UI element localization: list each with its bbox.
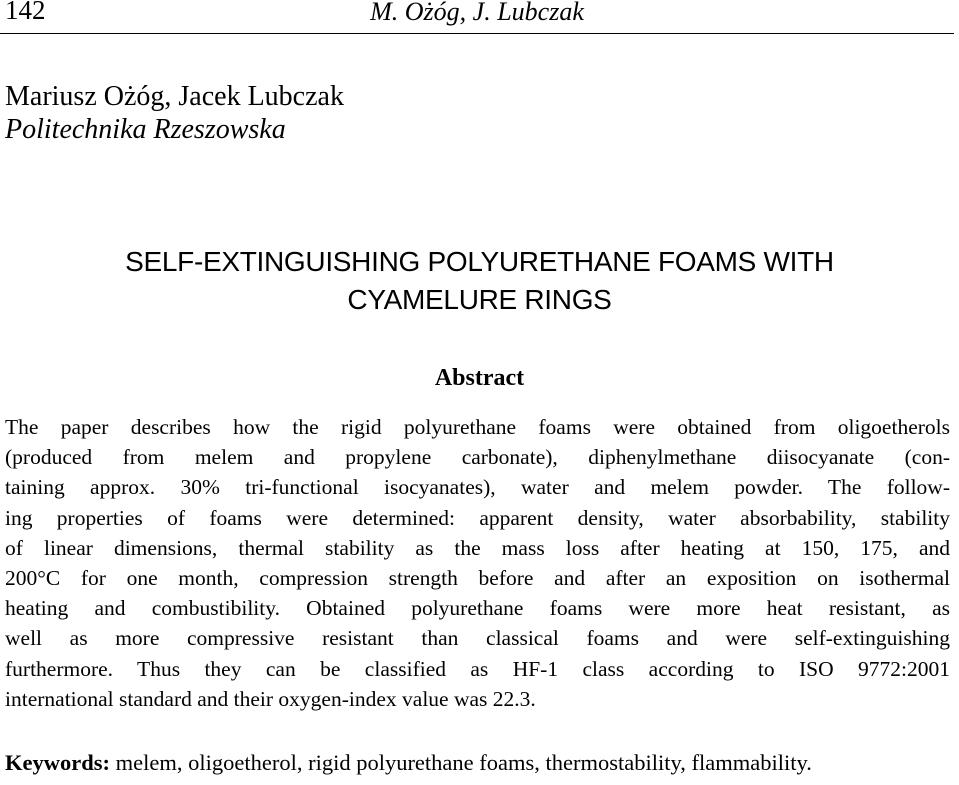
- paper-title-line-1: SELF-EXTINGUISHING POLYURETHANE FOAMS WITH: [125, 246, 834, 277]
- abstract-heading: Abstract: [434, 365, 525, 391]
- abstract-line: furthermore. Thus they can be classified as HF-1 class according to ISO 9772:2001: [5, 656, 950, 681]
- abstract-line: 200°C for one month, compression strength before and after an exposition on isothermal: [5, 566, 950, 591]
- affiliation: Politechnika Rzeszowska: [5, 114, 286, 145]
- abstract-line: ing properties of foams were determined: apparent density, water absorbability, stability: [5, 505, 950, 530]
- abstract-line: taining approx. 30% tri-functional isocyanates), water and melem powder. The follow-: [5, 475, 950, 500]
- paper-title: [0, 243, 959, 319]
- keywords-label: Keywords:: [5, 750, 110, 775]
- keywords-text: melem, oligoetherol, rigid polyurethane foams, thermostability, flammability.: [110, 750, 812, 775]
- abstract-line: well as more compressive resistant than classical foams and were self-extinguishing: [5, 626, 950, 651]
- abstract-line: heating and combustibility. Obtained polyurethane foams were more heat resistant, as: [5, 596, 950, 621]
- abstract-line: (produced from melem and propylene carbonate), diphenylmethane diisocyanate (con-: [5, 445, 950, 470]
- paper-title-line-2: CYAMELURE RINGS: [347, 284, 612, 315]
- abstract-line: of linear dimensions, thermal stability as the mass loss after heating at 150, 175, and: [5, 535, 950, 560]
- abstract-line: The paper describes how the rigid polyurethane foams were obtained from oligoetherols: [5, 415, 950, 439]
- page-number: 142: [5, 0, 46, 25]
- running-header: [0, 0, 954, 34]
- authors: Mariusz Ożóg, Jacek Lubczak: [5, 81, 344, 112]
- running-title: M. Ożóg, J. Lubczak: [370, 0, 584, 26]
- keywords: [5, 750, 812, 776]
- abstract-line: international standard and their oxygen-index value was 22.3.: [5, 686, 536, 711]
- abstract-body: [5, 412, 950, 714]
